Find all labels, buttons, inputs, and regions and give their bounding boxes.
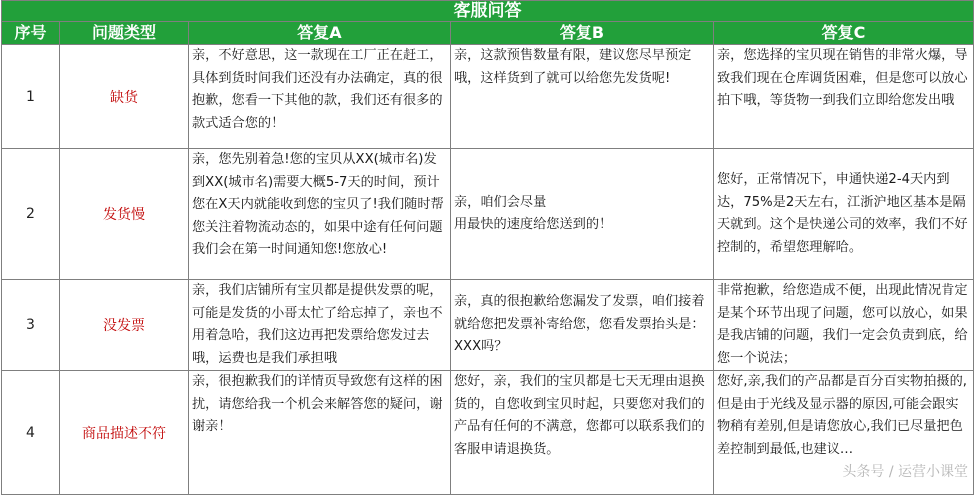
row-index[interactable]: 1	[2, 45, 60, 149]
row-index[interactable]: 2	[2, 149, 60, 280]
row-type[interactable]: 发货慢	[60, 149, 189, 280]
header-answer-a: 答复A	[189, 22, 451, 45]
answer-a-cell[interactable]: 亲，很抱歉我们的详情页导致您有这样的困扰，请您给我一个机会来解答您的疑问，谢谢亲！	[189, 371, 451, 495]
header-index: 序号	[2, 22, 60, 45]
header-answer-b: 答复B	[451, 22, 714, 45]
header-type: 问题类型	[60, 22, 189, 45]
answer-c-cell[interactable]: 亲，您选择的宝贝现在销售的非常火爆，导致我们现在仓库调货困难，但是您可以放心拍下哦，等货物一到我们立即给您发出哦	[714, 45, 974, 149]
table-row	[2, 371, 974, 495]
row-type[interactable]: 缺货	[60, 45, 189, 149]
table-title: 客服问答	[2, 1, 974, 22]
row-type[interactable]: 没发票	[60, 280, 189, 371]
answer-b-cell[interactable]: 亲，真的很抱歉给您漏发了发票，咱们接着就给您把发票补寄给您，您看发票抬头是：XXX吗？	[451, 280, 714, 371]
answer-c-cell[interactable]: 您好,亲,我们的产品都是百分百实物拍摄的,但是由于光线及显示器的原因,可能会跟实物稍有差别,但是请您放心,我们已尽量把色差控制到最低,也建议…	[714, 371, 974, 495]
header-answer-c: 答复C	[714, 22, 974, 45]
table-row	[2, 280, 974, 371]
answer-b-cell[interactable]: 亲，这款预售数量有限，建议您尽早预定哦，这样货到了就可以给您先发货呢!	[451, 45, 714, 149]
watermark: 头条号 / 运营小课堂	[842, 464, 968, 480]
row-type[interactable]: 商品描述不符	[60, 371, 189, 495]
answer-c-cell[interactable]: 非常抱歉，给您造成不便，出现此情况肯定是某个环节出现了问题，您可以放心，如果是我店铺的问题，我们一定会负责到底，给您一个说法；	[714, 280, 974, 371]
answer-a-cell[interactable]: 亲，不好意思，这一款现在工厂正在赶工，具体到货时间我们还没有办法确定，真的很抱歉，您看一下其他的款，我们还有很多的款式适合您的！	[189, 45, 451, 149]
answer-b-cell[interactable]: 亲，咱们会尽量 用最快的速度给您送到的！	[451, 149, 714, 280]
faq-table	[1, 0, 974, 495]
answer-a-cell[interactable]: 亲，您先别着急!您的宝贝从XX(城市名)发到XX(城市名)需要大概5-7天的时间，预计您在X天内就能收到您的宝贝了!我们随时帮您关注着物流动态的，如果中途有任何问题我们会在第一时间通知您!您放心!	[189, 149, 451, 280]
row-index[interactable]: 3	[2, 280, 60, 371]
table-row	[2, 45, 974, 149]
row-index[interactable]: 4	[2, 371, 60, 495]
answer-a-cell[interactable]: 亲，我们店铺所有宝贝都是提供发票的呢，可能是发货的小哥太忙了给忘掉了，亲也不用着急哈，我们这边再把发票给您发过去哦，运费也是我们承担哦	[189, 280, 451, 371]
answer-b-cell[interactable]: 您好，亲，我们的宝贝都是七天无理由退换货的，自您收到宝贝时起，只要您对我们的产品有任何的不满意，您都可以联系我们的客服申请退换货。	[451, 371, 714, 495]
answer-c-cell[interactable]: 您好，正常情况下，申通快递2-4天内到达，75%是2天左右，江浙沪地区基本是隔天就到。这个是快递公司的效率，我们不好控制的，希望您理解哈。	[714, 149, 974, 280]
table-row	[2, 149, 974, 280]
